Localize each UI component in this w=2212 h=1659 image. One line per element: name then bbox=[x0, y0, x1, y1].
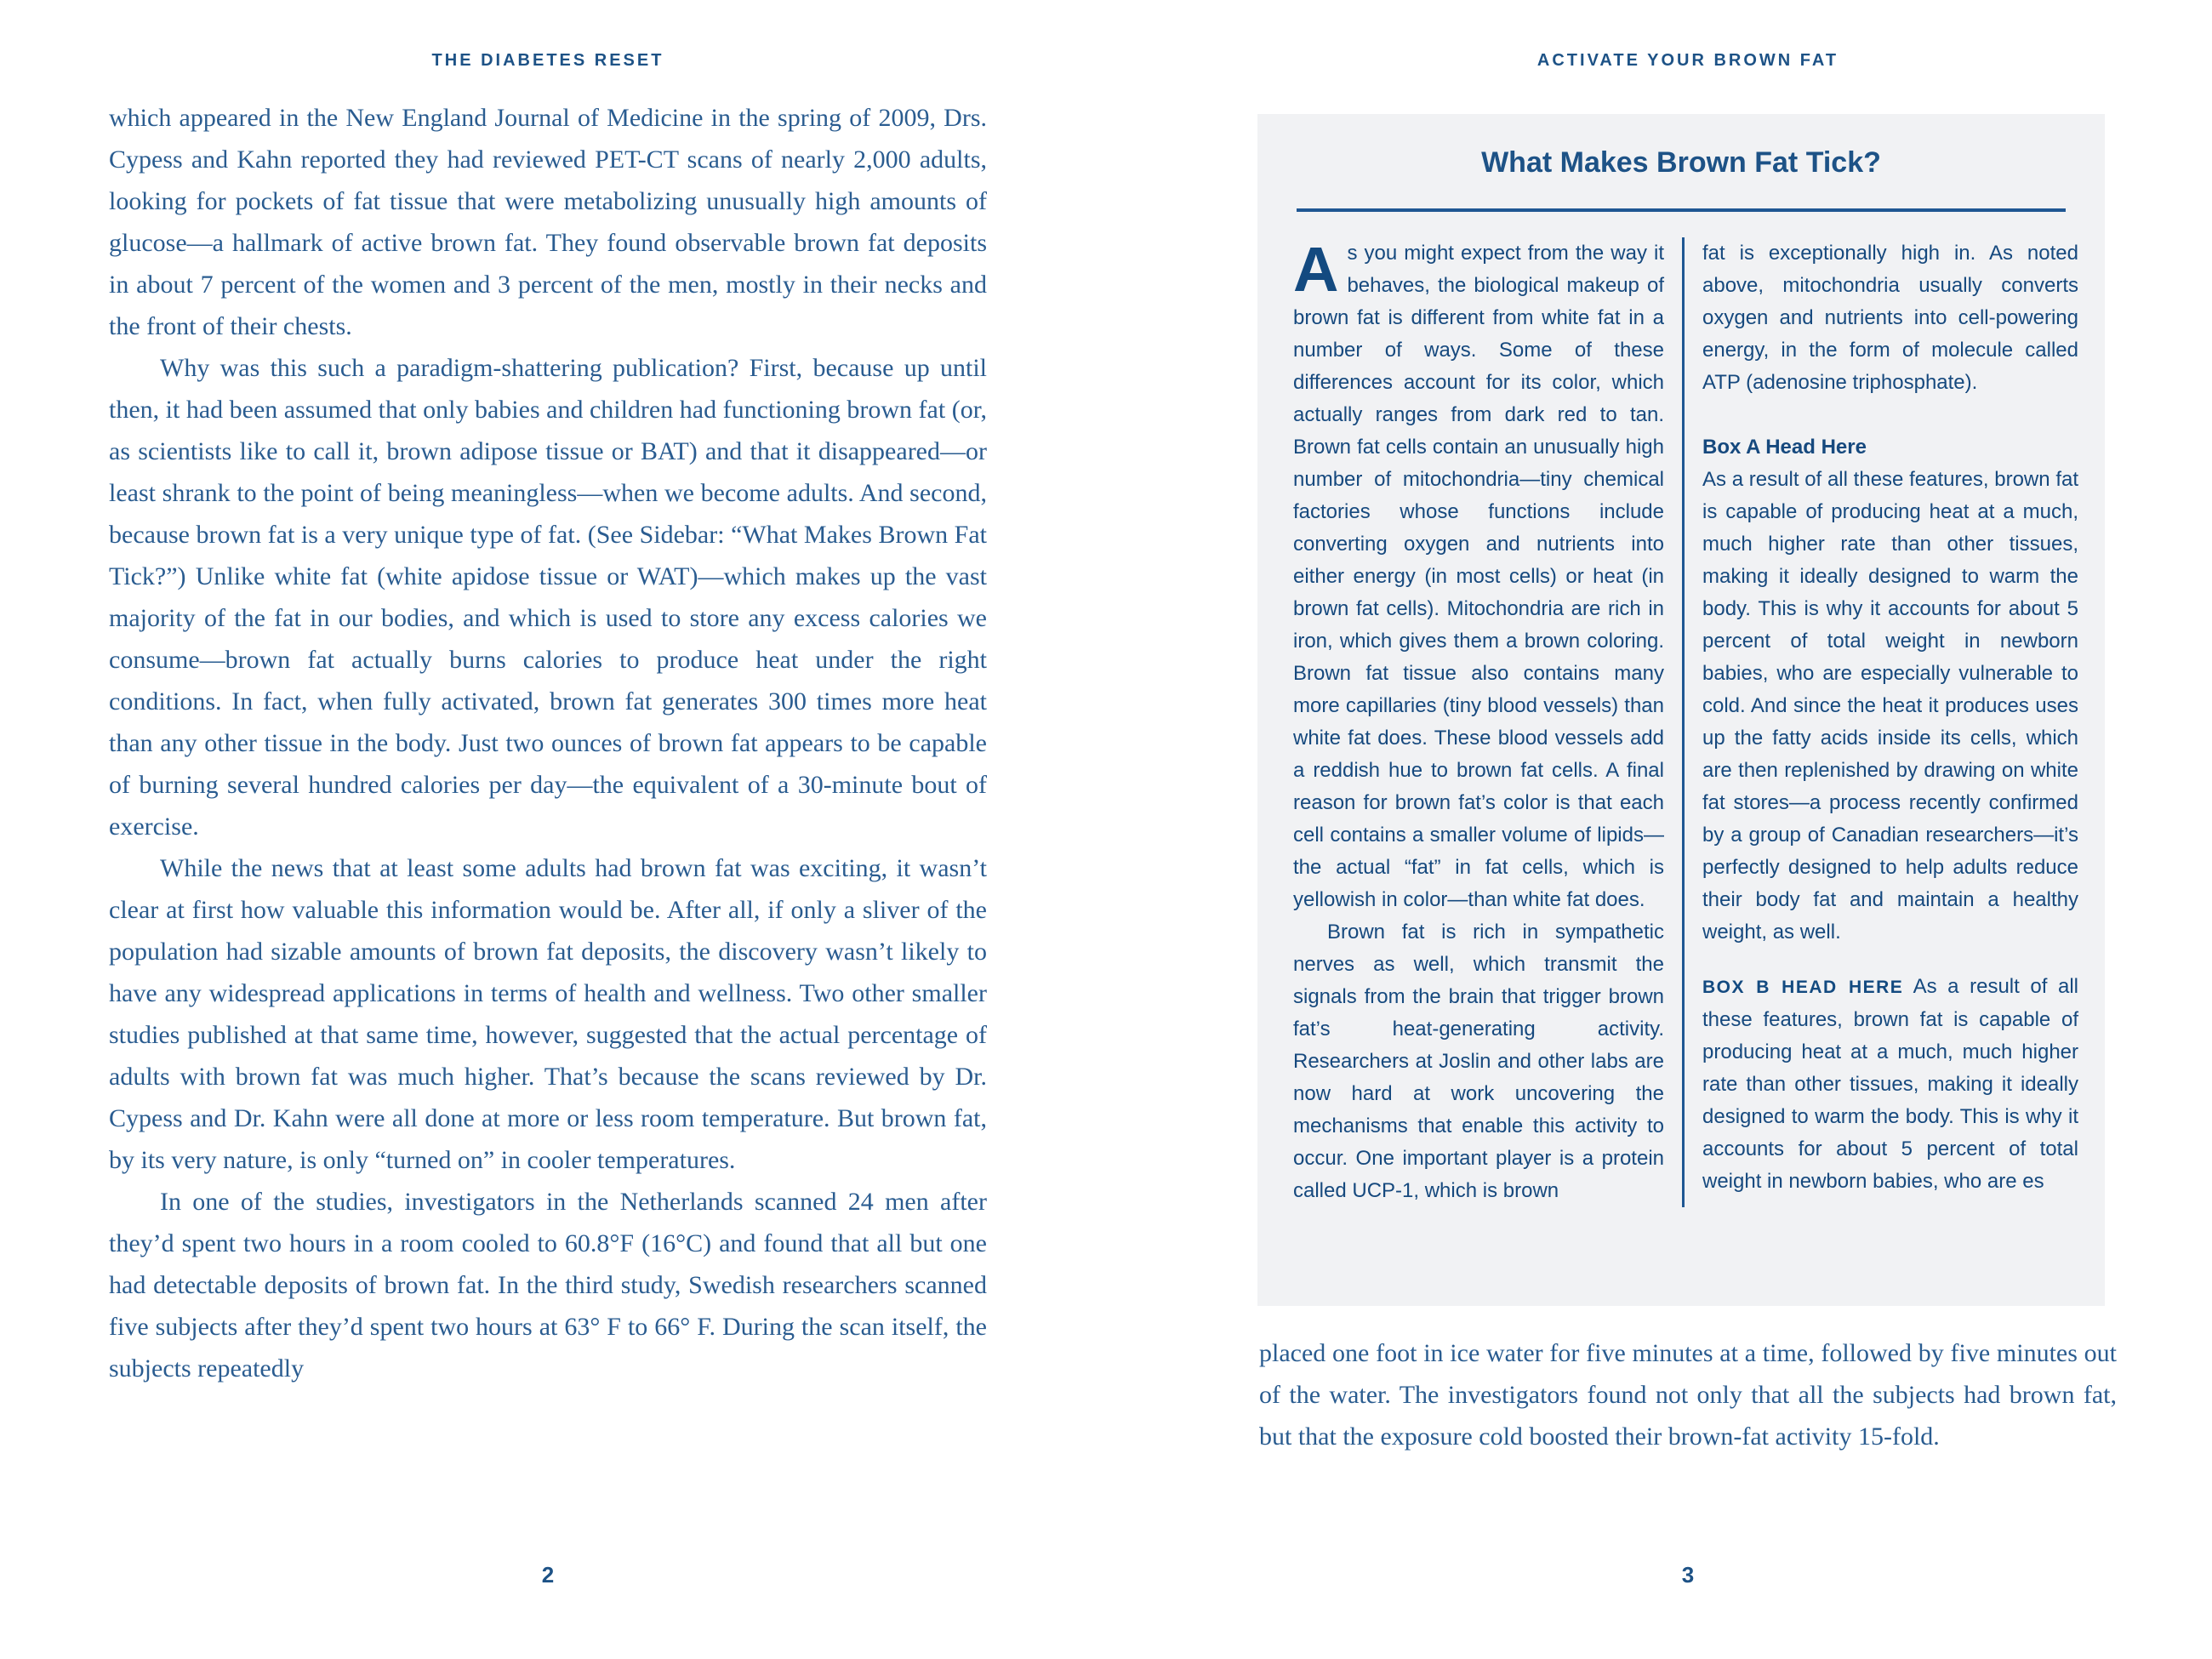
paragraph: Brown fat is rich in sympathetic nerves as well, which transmit the signals from the brain that trigger brown fat’s heat-generating activity. Researchers at Joslin and other labs are now hard at work uncovering the mechanisms that enable this activity to occur. One important player is a protein called UCP-1, which is brown bbox=[1293, 921, 1664, 1202]
box-a-heading: Box A Head Here bbox=[1702, 436, 1867, 459]
sidebar-columns bbox=[1293, 234, 2078, 1207]
dropcap-letter: A bbox=[1293, 234, 1339, 305]
running-head-left: THE DIABETES RESET bbox=[431, 51, 664, 70]
paragraph: which appeared in the New England Journal of Medicine in the spring of 2009, Drs. Cypess and Kahn reported they had reviewed PET-CT scans of nearly 2,000 adults, looking for pockets of fat tissue that were metabolizing unusually high amounts of glucose—a hallmark of active brown fat. They found observable brown fat deposits in about 7 percent of the women and 3 percent of the men, mostly in their necks and the front of their chests. bbox=[109, 104, 987, 340]
paragraph-text: s you might expect from the way it behaves, the biological makeup of brown fat is different from white fat in a number of ways. Some of these differences account for its color, which actually ranges from dark red to tan. Brown fat cells contain an unusually high number of mitochondria—tiny chemical factories whose functions include converting oxygen and nutrients into either energy (in most cells) or heat (in brown fat cells). Mitochondria are rich in iron, which gives them a brown coloring. Brown fat tissue also contains many more capillaries (tiny blood vessels) than white fat does. These blood vessels add a reddish hue to brown fat cells. A final reason for brown fat’s color is that each cell contains a smaller volume of lipids—the actual “fat” in fat cells, which is yellowish in color—than white fat does. bbox=[1293, 242, 1664, 911]
paragraph: In one of the studies, investigators in the Netherlands scanned 24 men after they’d spent two hours in a room cooled to 60.8°F (16°C) and found that all but one had detectable deposits of brown fat. In the third study, Swedish researchers scanned five subjects after they’d spent two hours at 63° F to 66° F. During the scan itself, the subjects repeatedly bbox=[109, 1188, 987, 1382]
paragraph-text: As a result of all these features, brown fat is capable of producing heat at a much, much higher rate than other tissues, making it ideally designed to warm the body. This is why it accounts for about 5 percent of total weight in newborn babies, who are es bbox=[1702, 975, 2078, 1193]
sidebar-box bbox=[1257, 114, 2105, 1306]
paragraph: Why was this such a paradigm-shattering publication? First, because up until then, it had been assumed that only babies and children had functioning brown fat (or, as scientists like to call it, brown adipose tissue or BAT) and that it disappeared—or least shrank to the point of being meaningless—when we become adults. And second, because brown fat is a very unique type of fat. (See Sidebar: “What Makes Brown Fat Tick?”) Unlike white fat (white apidose tissue or WAT)—which makes up the vast majority of the fat in our bodies, and which is used to store any excess calories we consume—brown fat actually burns calories to produce heat under the right conditions. In fact, when fully activated, brown fat generates 300 times more heat than any other tissue in the body. Just two ounces of brown fat appears to be capable of burning several hundred calories per day—the equivalent of a 30-minute bout of exercise. bbox=[109, 354, 987, 841]
running-head-right: ACTIVATE YOUR BROWN FAT bbox=[1536, 51, 1839, 70]
sidebar-column-right bbox=[1685, 237, 2078, 1207]
sidebar-title-rule bbox=[1297, 208, 2066, 212]
page-number-left: 2 bbox=[541, 1562, 555, 1588]
paragraph: As a result of all these features, brown fat is capable of producing heat at a much, much higher rate than other tissues, making it ideally designed to warm the body. This is why it accounts for about 5 percent of total weight in newborn babies, who are especially vulnerable to cold. And since the heat it produces uses up the fatty acids inside its cells, which are then replenished by drawing on white fat stores—a process recently confirmed by a group of Canadian researchers—it’s perfectly designed to help adults reduce their body fat and maintain a healthy weight, as well. bbox=[1702, 468, 2078, 944]
box-b-heading: BOX B HEAD HERE bbox=[1702, 978, 1904, 997]
paragraph bbox=[1293, 234, 1664, 916]
body-text-left bbox=[109, 97, 987, 1389]
paragraph: placed one foot in ice water for five minutes at a time, followed by five minutes out of the water. The investigators found not only that all the subjects had brown fat, but that the exposure cold boosted their brown-fat activity 15-fold. bbox=[1259, 1339, 2117, 1451]
page-number-right: 3 bbox=[1681, 1562, 1695, 1588]
sidebar-title: What Makes Brown Fat Tick? bbox=[1481, 146, 1881, 179]
sidebar-column-left bbox=[1293, 234, 1685, 1207]
body-text-right bbox=[1259, 1332, 2117, 1457]
paragraph bbox=[1702, 971, 2078, 1198]
paragraph: While the news that at least some adults had brown fat was exciting, it wasn’t clear at first how valuable this information would be. After all, if only a sliver of the population had sizable amounts of brown fat deposits, the discovery wasn’t likely to have any widespread applications in terms of health and wellness. Two other smaller studies published at that same time, however, suggested that the actual percentage of adults with brown fat was much higher. That’s because the scans reviewed by Dr. Cypess and Dr. Kahn were all done at more or less room temperature. But brown fat, by its very nature, is only “turned on” in cooler temperatures. bbox=[109, 854, 987, 1174]
paragraph: fat is exceptionally high in. As noted above, mitochondria usually converts oxygen and nutrients into cell-powering energy, in the form of molecule called ATP (adenosine triphosphate). bbox=[1702, 242, 2078, 394]
